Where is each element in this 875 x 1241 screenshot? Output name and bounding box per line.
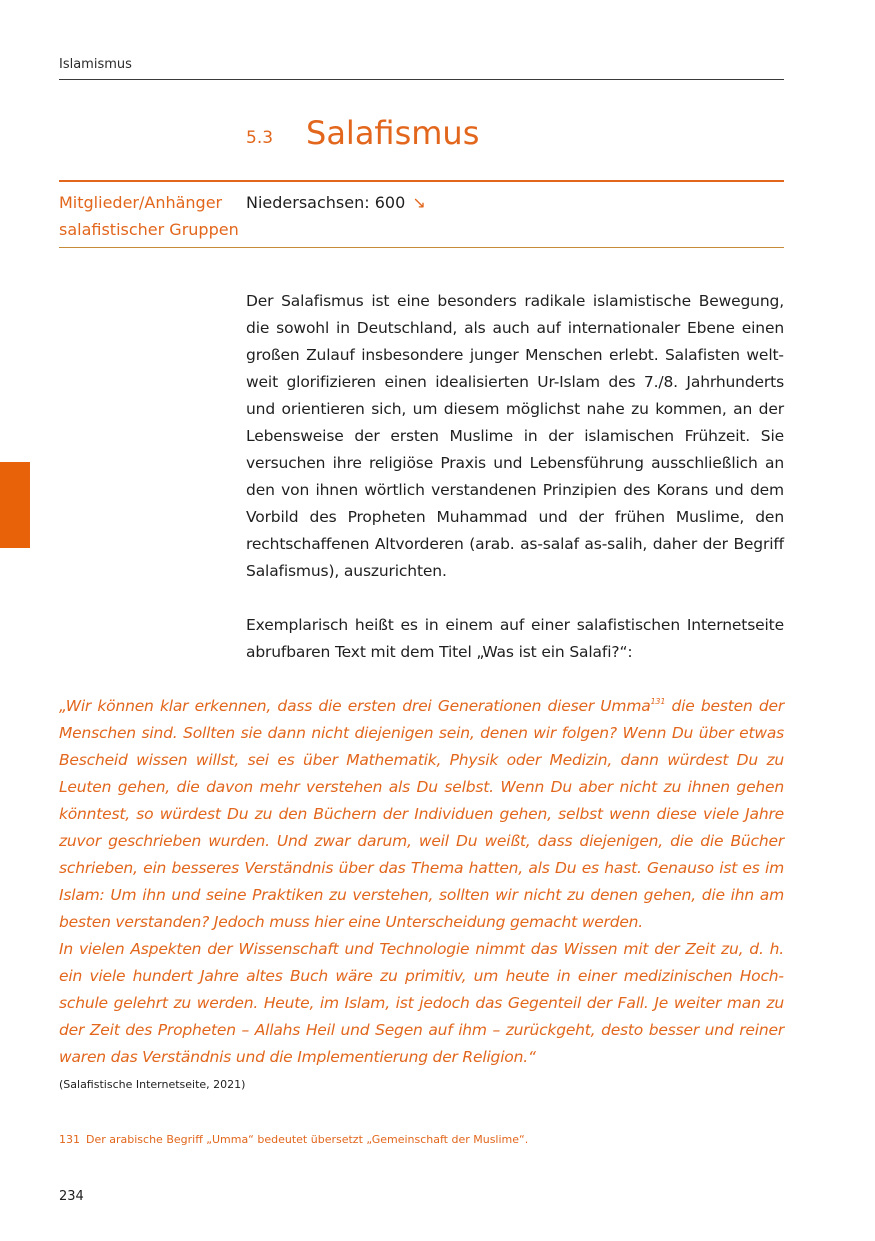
stats-rule-bottom (59, 247, 784, 248)
trend-down-icon: ↘ (412, 193, 426, 212)
quote-source: (Salafistische Internetseite, 2021) (59, 1078, 246, 1091)
quote-part-1: „Wir können klar erkennen, dass die ersten drei Generationen dieser Umma (59, 697, 651, 715)
header-rule (59, 79, 784, 80)
page-number: 234 (59, 1189, 84, 1204)
body-paragraph-1: Der Salafismus ist eine besonders radikale islamistische Bewegung, die sowohl in Deutschland, als auch auf internationaler Ebene einen großen Zulauf insbesondere junger Menschen erlebt. Salafisten weltweit glorifizieren einen idealisierten Ur-Islam des 7./8. Jahrhunderts und orientieren sich, um diesem möglichst nahe zu kommen, an der Lebensweise der ersten Muslime in der islamischen Frühzeit. Sie versuchen ihre religiöse Praxis und Lebensführung ausschließlich an den von ihnen wörtlich verstandenen Prinzipien des Korans und dem Vorbild des Propheten Muhammad und der frühen Muslime, den rechtschaffenen Altvorderen (arab. as-salaf as-salih, daher der Begriff Salafismus), auszurichten. (246, 292, 784, 580)
section-heading (246, 112, 786, 156)
chapter-side-tab (0, 462, 30, 548)
stats-value-text: Niedersachsen: 600 (246, 193, 406, 212)
section-number: 5.3 (246, 128, 274, 148)
stats-label (59, 189, 244, 243)
footnote (59, 1133, 528, 1146)
quote-part-3: In vielen Aspekten der Wissenschaft und Technologie nimmt das Wissen mit der Zeit zu, d. h. ein viele hundert Jahre altes Buch wäre zu primitiv, um heute in einer medizinischen Hochschule gelehrt zu werden. Heute, im Islam, ist jedoch das Gegenteil der Fall. Je weiter man zu der Zeit des Propheten – Allahs Heil und Segen auf ihm – zurückgeht, desto besser und reiner waren das Verständnis und die Implementierung der Religion.“ (59, 940, 784, 1066)
section-title: Salafismus (306, 114, 480, 152)
block-quote (59, 693, 784, 1071)
footnote-reference: 131 (650, 697, 666, 706)
stats-label-line2: salafistischer Gruppen (59, 220, 239, 239)
stats-rule-top (59, 180, 784, 182)
running-header: Islamismus (59, 57, 132, 72)
body-paragraph-2: Exemplarisch heißt es in einem auf einer salafistischen Internetseite abrufbaren Text mit dem Titel „Was ist ein Salafi?“: (246, 616, 784, 661)
quote-part-2: die besten der Menschen sind. Sollten sie dann nicht diejenigen sein, denen wir folgen? Wenn Du über etwas Bescheid wissen willst, sei es über Mathematik, Physik oder Medizin, dann würdest Du zu Leuten gehen, die davon mehr verstehen als Du selbst. Wenn Du aber nicht zu ihnen gehen könntest, so würdest Du zu den Büchern der Individuen gehen, selbst wenn diese viele Jahre zuvor geschrieben wurden. Und zwar darum, weil Du weißt, dass diejenigen, die die Bücher schrieben, ein besseres Verständnis über das Thema hatten, als Du es hast. Genauso ist es im Islam: Um ihn und seine Praktiken zu verstehen, sollten wir nicht zu denen gehen, die ihn am besten verstanden? Jedoch muss hier eine Unterscheidung gemacht werden. (59, 697, 784, 931)
stats-value (246, 189, 426, 216)
footnote-text: Der arabische Begriff „Umma“ bedeutet übersetzt „Gemeinschaft der Muslime“. (86, 1133, 529, 1146)
footnote-number: 131 (59, 1133, 80, 1146)
stats-label-line1: Mitglieder/Anhänger (59, 193, 223, 212)
